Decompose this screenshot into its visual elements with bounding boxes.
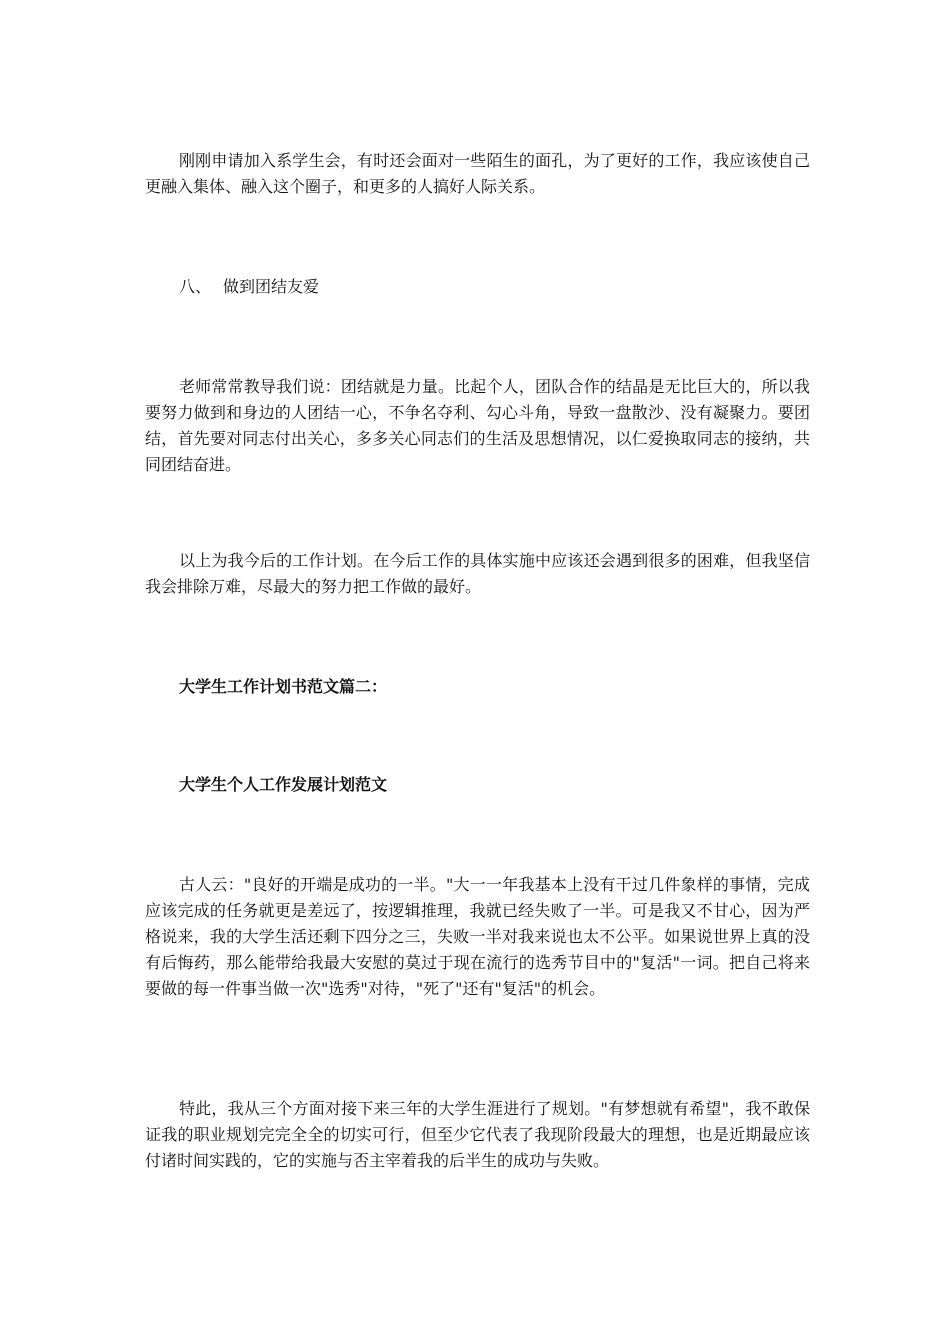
section-heading-eight: [179, 274, 319, 300]
paragraph-career-planning: 特此，我从三个方面对接下来三年的大学生涯进行了规划。"有梦想就有希望"，我不敢保证我的职业规划完完全全的切实可行，但至少它代表了我现阶段最大的理想，也是近期最应该付诸时间实践的，它的实施与否主宰着我的后半生的成功与失败。: [145, 1099, 810, 1170]
paragraph-conclusion: 以上为我今后的工作计划。在今后工作的具体实施中应该还会遇到很多的困难，但我坚信我会排除万难，尽最大的努力把工作做的最好。: [145, 551, 810, 596]
paragraph-unity: 老师常常教导我们说：团结就是力量。比起个人，团队合作的结晶是无比巨大的，所以我要努力做到和身边的人团结一心，不争名夺利、勾心斗角，导致一盘散沙、没有凝聚力。要团结，首先要对同志付出关心，多多关心同志们的生活及思想情况，以仁爱换取同志的接纳，共同团结奋进。: [145, 377, 810, 474]
section-title: 做到团结友爱: [223, 277, 320, 296]
heading-sample-two: 大学生工作计划书范文篇二：: [179, 677, 388, 696]
heading-personal-plan: 大学生个人工作发展计划范文: [179, 775, 388, 794]
section-number: 八、: [179, 277, 212, 296]
paragraph-join-student-council: 刚刚申请加入系学生会，有时还会面对一些陌生的面孔，为了更好的工作，我应该使自己更融入集体、融入这个圈子，和更多的人搞好人际关系。: [145, 151, 810, 196]
paragraph-ancients-saying: 古人云："良好的开端是成功的一半。"大一一年我基本上没有干过几件象样的事情，完成应该完成的任务就更是差远了，按逻辑推理，我就已经失败了一半。可是我又不甘心，因为严格说来，我的大学生活还剩下四分之三，失败一半对我来说也太不公平。如果说世界上真的没有后悔药，那么能带给我最大安慰的莫过于现在流行的选秀节目中的"复活"一词。把自己将来要做的每一件事当做一次"选秀"对待，"死了"还有"复活"的机会。: [145, 875, 810, 998]
